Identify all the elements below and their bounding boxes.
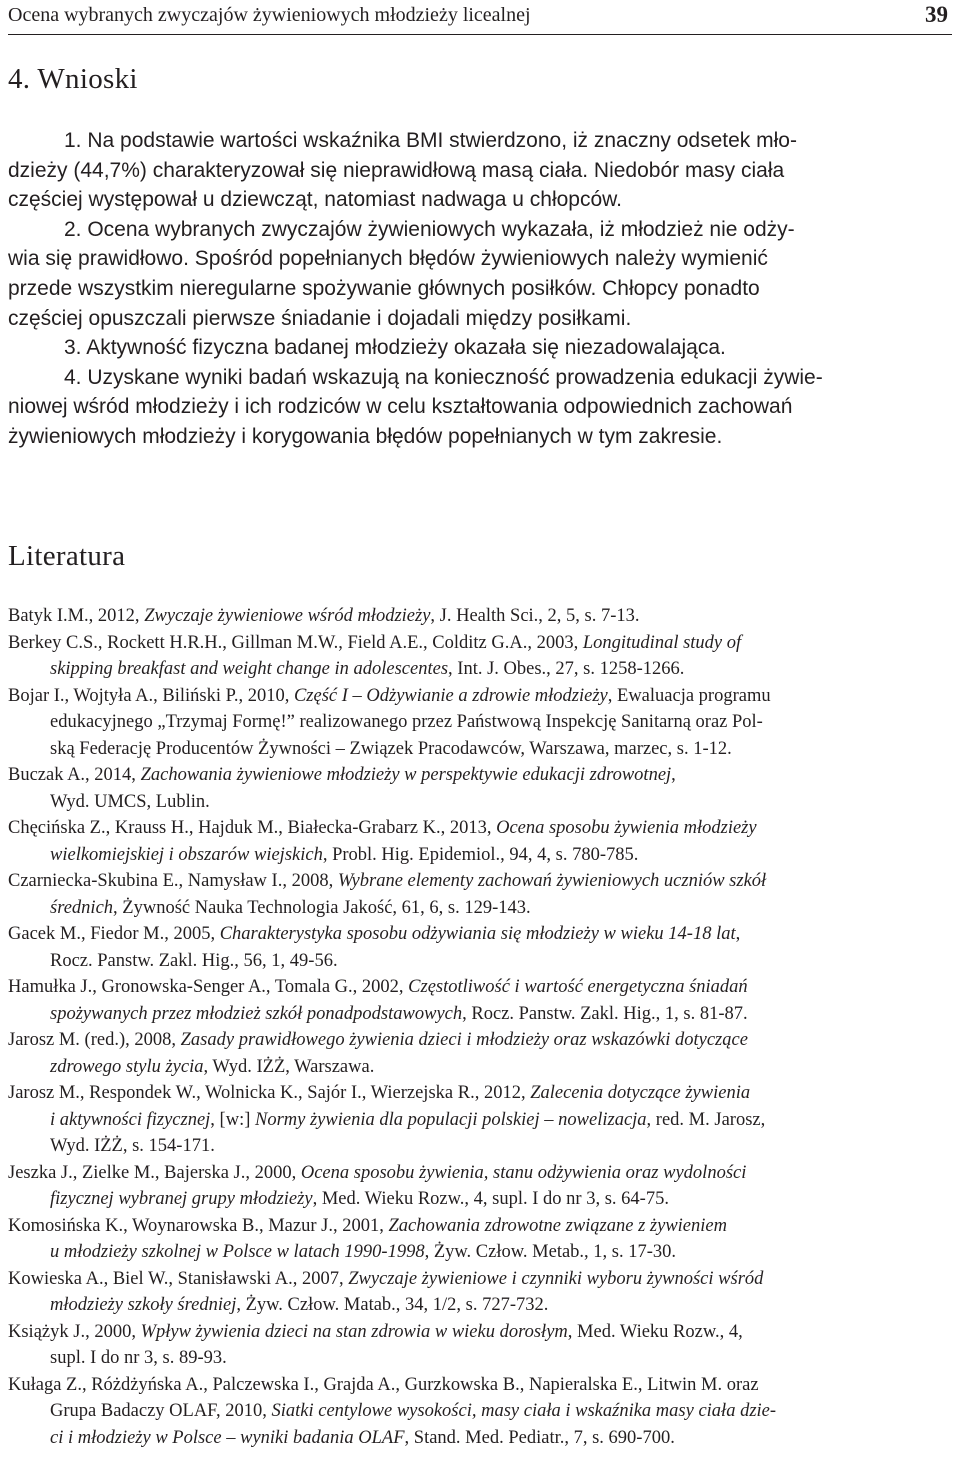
reference-entry bbox=[8, 603, 952, 630]
reference-text: , [w:] bbox=[210, 1109, 255, 1130]
reference-title-text: skipping breakfast and weight change in adolescentes bbox=[50, 659, 449, 679]
reference-entry bbox=[8, 762, 952, 815]
reference-line bbox=[8, 656, 952, 683]
conclusions-heading: 4. Wnioski bbox=[8, 63, 138, 95]
reference-line bbox=[8, 1319, 952, 1346]
reference-title-text: Częstotliwość i wartość energetyczna śniadań bbox=[408, 977, 748, 997]
reference-entry bbox=[8, 1027, 952, 1080]
running-head bbox=[8, 2, 952, 32]
reference-line bbox=[8, 762, 952, 789]
reference-text: Jarosz M. (red.), 2008, bbox=[8, 1030, 181, 1050]
reference-title-text: ci i młodzieży w Polsce – wyniki badania OLAF bbox=[50, 1427, 405, 1448]
reference-title-text: Wpływ żywienia dzieci na stan zdrowia w wieku dorosłym bbox=[140, 1321, 568, 1342]
reference-entry bbox=[8, 868, 952, 921]
reference-line bbox=[8, 789, 952, 816]
conclusion-line: częściej opuszczali pierwsze śniadanie i dojadali między posiłkami. bbox=[8, 306, 632, 330]
reference-title-text: Siatki centylowe wysokości, masy ciała i wskaźnika masy ciała dzie- bbox=[271, 1401, 777, 1421]
reference-title-text: Zalecenia dotyczące żywienia bbox=[530, 1083, 751, 1103]
reference-line bbox=[8, 709, 952, 736]
conclusion-line: 3. Aktywność fizyczna badanej młodzieży okazała się niezadowalająca. bbox=[64, 336, 726, 360]
reference-entry bbox=[8, 1080, 952, 1160]
reference-text: Batyk I.M., 2012, bbox=[8, 606, 145, 626]
reference-title-text: Ocena sposobu żywienia, stanu odżywienia oraz wydolności bbox=[300, 1162, 747, 1183]
reference-text: edukacyjnego „Trzymaj Formę!” realizowanego przez Państwową Inspekcję Sanitarną oraz Pol- bbox=[50, 712, 763, 732]
reference-line bbox=[8, 1292, 952, 1319]
reference-text: , Probl. Hig. Epidemiol., 94, 4, s. 780-785. bbox=[322, 844, 639, 865]
conclusion-line: dzieży (44,7%) charakteryzował się nieprawidłową masą ciała. Niedobór masy ciała bbox=[8, 158, 785, 182]
reference-title-text: fizycznej wybranej grupy młodzieży bbox=[50, 1189, 313, 1209]
reference-text: Rocz. Panstw. Zakl. Hig., 56, 1, 49-56. bbox=[50, 950, 338, 971]
conclusions-text bbox=[8, 126, 952, 452]
reference-text: Jeszka J., Zielke M., Bajerska J., 2000, bbox=[8, 1162, 301, 1183]
reference-text: Hamułka J., Gronowska-Senger A., Tomala G., 2002, bbox=[8, 977, 409, 997]
reference-title-text: Longitudinal study of bbox=[582, 632, 742, 653]
reference-text: , Ewaluacja programu bbox=[607, 685, 771, 706]
reference-line bbox=[8, 1425, 952, 1452]
reference-entry bbox=[8, 683, 952, 763]
reference-line bbox=[8, 603, 952, 630]
reference-title-text: Zasady prawidłowego żywienia dzieci i młodzieży oraz wskazówki dotyczące bbox=[180, 1030, 748, 1050]
reference-title-text: wielkomiejskiej i obszarów wiejskich bbox=[50, 844, 323, 865]
reference-line bbox=[8, 815, 952, 842]
reference-line bbox=[8, 895, 952, 922]
reference-text: , J. Health Sci., 2, 5, s. 7-13. bbox=[430, 606, 640, 626]
reference-text: Gacek M., Fiedor M., 2005, bbox=[8, 924, 220, 944]
reference-title-text: średnich bbox=[50, 897, 114, 918]
reference-text: , bbox=[735, 924, 741, 944]
reference-line bbox=[8, 630, 952, 657]
reference-text: , Żyw. Człow. Matab., 34, 1/2, s. 727-732. bbox=[236, 1295, 549, 1315]
reference-entry bbox=[8, 815, 952, 868]
reference-title-text: i aktywności fizycznej bbox=[50, 1109, 211, 1130]
reference-text: , red. M. Jarosz, bbox=[646, 1109, 766, 1130]
reference-line bbox=[8, 1186, 952, 1213]
reference-title-text: Zwyczaje żywieniowe i czynniki wyboru żywności wśród bbox=[348, 1268, 764, 1289]
reference-text: , Wyd. IŻŻ, Warszawa. bbox=[203, 1056, 375, 1077]
reference-list bbox=[8, 603, 952, 1451]
reference-text: Jarosz M., Respondek W., Wolnicka K., Sajór I., Wierzejska R., 2012, bbox=[8, 1083, 531, 1103]
reference-line bbox=[8, 1345, 952, 1372]
reference-text: Książyk J., 2000, bbox=[8, 1321, 141, 1342]
reference-line bbox=[8, 1054, 952, 1081]
reference-text: , bbox=[671, 765, 676, 785]
reference-line bbox=[8, 974, 952, 1001]
reference-title-text: Charakterystyka sposobu odżywiania się młodzieży w wieku 14-18 lat bbox=[219, 924, 736, 944]
reference-title-text: Zwyczaje żywieniowe wśród młodzieży bbox=[144, 606, 431, 626]
reference-text: Berkey C.S., Rockett H.R.H., Gillman M.W., Field A.E., Colditz G.A., 2003, bbox=[8, 632, 583, 653]
header-rule bbox=[8, 34, 952, 35]
reference-title-text: Normy żywienia dla populacji polskiej – nowelizacja bbox=[255, 1109, 647, 1130]
conclusion-line: 1. Na podstawie wartości wskaźnika BMI stwierdzono, iż znaczny odsetek mło- bbox=[64, 129, 797, 152]
reference-line bbox=[8, 1107, 952, 1134]
reference-text: ską Federację Producentów Żywności – Związek Pracodawców, Warszawa, marzec, s. 1-12. bbox=[50, 738, 732, 759]
reference-title-text: Ocena sposobu żywienia młodzieży bbox=[496, 818, 757, 838]
reference-text: Chęcińska Z., Krauss H., Hajduk M., Białecka-Grabarz K., 2013, bbox=[8, 818, 497, 838]
reference-line bbox=[8, 1239, 952, 1266]
reference-line bbox=[8, 736, 952, 763]
reference-line bbox=[8, 683, 952, 710]
reference-text: , Żyw. Człow. Metab., 1, s. 17-30. bbox=[424, 1242, 677, 1262]
reference-text: supl. I do nr 3, s. 89-93. bbox=[50, 1348, 227, 1368]
reference-entry bbox=[8, 630, 952, 683]
conclusion-line: wia się prawidłowo. Spośród popełnianych błędów żywieniowych należy wymienić bbox=[8, 247, 768, 271]
reference-title-text: Zachowania zdrowotne związane z żywieniem bbox=[388, 1215, 727, 1236]
literature-heading: Literatura bbox=[8, 540, 126, 572]
reference-text: Kowieska A., Biel W., Stanisławski A., 2007, bbox=[8, 1268, 349, 1289]
reference-title-text: Wybrane elementy zachowań żywieniowych uczniów szkół bbox=[337, 871, 767, 891]
reference-title-text: młodzieży szkoły średniej bbox=[50, 1295, 237, 1315]
reference-title-text: zdrowego stylu życia bbox=[50, 1056, 204, 1077]
reference-line bbox=[8, 1372, 952, 1399]
reference-line bbox=[8, 921, 952, 948]
reference-line bbox=[8, 1266, 952, 1293]
reference-text: Wyd. IŻŻ, s. 154-171. bbox=[50, 1136, 215, 1156]
page-number: 39 bbox=[925, 2, 948, 27]
conclusion-line: 4. Uzyskane wyniki badań wskazują na konieczność prowadzenia edukacji żywie- bbox=[64, 365, 823, 389]
reference-line bbox=[8, 948, 952, 975]
reference-entry bbox=[8, 921, 952, 974]
conclusion-line: 2. Ocena wybranych zwyczajów żywieniowych wykazała, iż młodzież nie odży- bbox=[64, 217, 795, 241]
reference-text: Buczak A., 2014, bbox=[8, 765, 141, 785]
reference-line bbox=[8, 1027, 952, 1054]
running-title: Ocena wybranych zwyczajów żywieniowych młodzieży licealnej bbox=[8, 4, 531, 26]
reference-line bbox=[8, 842, 952, 869]
reference-line bbox=[8, 1080, 952, 1107]
reference-line bbox=[8, 868, 952, 895]
conclusion-line: żywieniowych młodzieży i korygowania błędów popełnianych w tym zakresie. bbox=[8, 424, 723, 448]
reference-text: Kułaga Z., Różdżyńska A., Palczewska I., Grajda A., Gurzkowska B., Napieralska E., Litwin M. oraz bbox=[8, 1374, 759, 1395]
reference-line bbox=[8, 1133, 952, 1160]
reference-entry bbox=[8, 1372, 952, 1452]
conclusion-line: przede wszystkim nieregularne spożywanie głównych posiłków. Chłopcy ponadto bbox=[8, 276, 760, 300]
reference-line bbox=[8, 1398, 952, 1425]
reference-text: , Int. J. Obes., 27, s. 1258-1266. bbox=[448, 659, 685, 679]
reference-title-text: u młodzieży szkolnej w Polsce w latach 1990-1998 bbox=[50, 1242, 425, 1262]
reference-line bbox=[8, 1160, 952, 1187]
reference-text: Grupa Badaczy OLAF, 2010, bbox=[50, 1401, 272, 1421]
reference-text: , Med. Wieku Rozw., 4, bbox=[567, 1321, 743, 1342]
reference-entry bbox=[8, 1160, 952, 1213]
reference-entry bbox=[8, 1319, 952, 1372]
reference-title-text: spożywanych przez młodzież szkół ponadpodstawowych bbox=[50, 1003, 463, 1024]
conclusion-line: niowej wśród młodzieży i ich rodziców w celu kształtowania odpowiednich zachowań bbox=[8, 395, 793, 419]
reference-text: Czarniecka-Skubina E., Namysław I., 2008, bbox=[8, 871, 338, 891]
reference-line bbox=[8, 1001, 952, 1028]
reference-entry bbox=[8, 974, 952, 1027]
reference-entry bbox=[8, 1266, 952, 1319]
conclusion-line: częściej występował u dziewcząt, natomiast nadwaga u chłopców. bbox=[8, 188, 622, 212]
reference-text: , Żywność Nauka Technologia Jakość, 61, 6, s. 129-143. bbox=[113, 897, 531, 918]
reference-text: Wyd. UMCS, Lublin. bbox=[50, 791, 210, 812]
reference-text: Komosińska K., Woynarowska B., Mazur J., 2001, bbox=[8, 1215, 389, 1236]
reference-text: , Stand. Med. Pediatr., 7, s. 690-700. bbox=[404, 1427, 675, 1448]
reference-text: , Med. Wieku Rozw., 4, supl. I do nr 3, s. 64-75. bbox=[312, 1189, 669, 1209]
reference-text: Bojar I., Wojtyła A., Biliński P., 2010, bbox=[8, 685, 294, 706]
reference-text: , Rocz. Panstw. Zakl. Hig., 1, s. 81-87. bbox=[462, 1003, 748, 1024]
page bbox=[8, 0, 952, 1477]
reference-entry bbox=[8, 1213, 952, 1266]
reference-title-text: Część I – Odżywianie a zdrowie młodzieży bbox=[293, 685, 608, 706]
reference-line bbox=[8, 1213, 952, 1240]
reference-title-text: Zachowania żywieniowe młodzieży w perspektywie edukacji zdrowotnej bbox=[140, 765, 672, 785]
